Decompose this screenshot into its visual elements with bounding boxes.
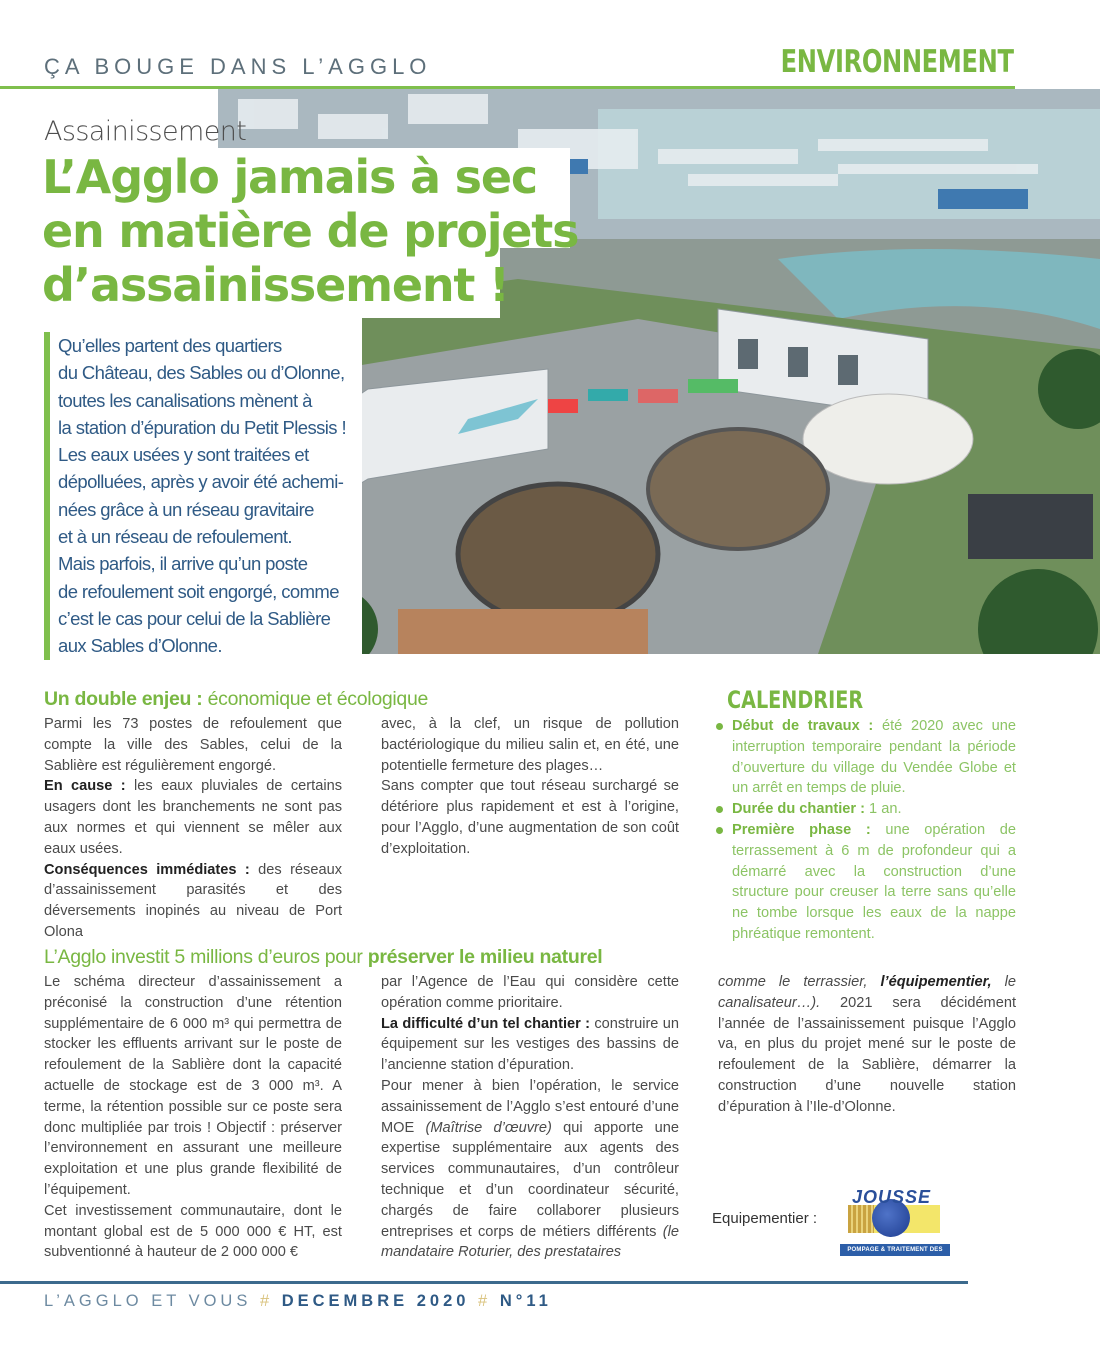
lead-line: et à un réseau de refoulement.	[58, 526, 292, 548]
footer-separator: #	[478, 1292, 492, 1310]
footer-separator: #	[259, 1292, 274, 1310]
paragraph: par l’Agence de l’Eau qui considère cette opération comme prioritaire.	[381, 974, 679, 1011]
lead-line: du Château, des Sables ou d’Olonne,	[58, 362, 345, 384]
paragraph-italic: comme le terrassier,	[718, 974, 881, 990]
calendar-item-label: Première phase :	[732, 821, 871, 838]
lead-line: c’est le cas pour celui de la Sablière	[58, 607, 331, 629]
calendar-title: CALENDRIER	[727, 686, 864, 714]
article-kicker: Assainissement	[44, 116, 247, 147]
section2-column-3	[718, 972, 1016, 1118]
article-headline	[42, 150, 578, 312]
paragraph-italic-bold: l’équipementier,	[880, 974, 992, 990]
calendar-item	[712, 799, 1016, 820]
footer-divider	[0, 1281, 968, 1284]
section2-heading-bold: préserver le milieu naturel	[367, 946, 603, 968]
section-rubric: ÇA BOUGE DANS L’AGGLO	[44, 54, 432, 79]
lead-line: nées grâce à un réseau gravitaire	[58, 498, 314, 520]
lead-line: Mais parfois, il arrive qu’un poste	[58, 553, 308, 575]
publication-name: L’AGGLO ET VOUS	[44, 1292, 252, 1310]
paragraph	[44, 860, 342, 943]
logo-name: JOUSSE	[852, 1187, 932, 1207]
sponsor-label: Equipementier :	[712, 1210, 818, 1227]
headline-line: L’Agglo jamais à sec	[42, 150, 537, 204]
paragraph-text: construire un équipement sur les vestiges des bassins de l’ancienne station d’épuration.	[381, 1015, 679, 1074]
paragraph-label: Conséquences immédiates :	[44, 861, 250, 878]
paragraph-label: En cause :	[44, 778, 126, 795]
calendar-item	[712, 716, 1016, 799]
paragraph-text: Pour mener à bien l’opération, le service assainissement de l’Agglo s’est entouré d’une MOE	[381, 1077, 679, 1136]
calendar-item	[712, 820, 1016, 945]
section-tag: ENVIRONNEMENT	[781, 44, 1014, 80]
section1-column-2	[381, 714, 679, 860]
section2-heading	[44, 946, 602, 969]
article-lead	[44, 332, 368, 660]
paragraph-italic: le canalisateur…).	[718, 974, 1016, 1011]
lead-line: dépolluées, après y avoir été achemi-	[58, 471, 344, 493]
section2-column-2	[381, 972, 679, 1263]
lead-line: de refoulement soit engorgé, comme	[58, 580, 339, 602]
paragraph: Le schéma directeur d’assainissement a préconisé la construction d’une rétention supplémentaire de 6 000 m³ qui permettra de stocker les effluents arrivant sur le poste de refoulement de la Sablière dont la capacité actuelle de stockage est de 3 000 m³. A terme, la rétention possible sur ce poste sera donc multipliée par trois ! Objectif : préserver l’environnement en assurant une meilleure exploitation et une plus grande flexibilité de l’équipement.	[44, 974, 342, 1198]
paragraph	[44, 776, 342, 859]
paragraph-text: 2021 sera décidément l’année de l’assainissement puisque l’Agglo va, en plus du projet mené sur le poste de refoulement de la Sablière, démarrer la construction d’une nouvelle station d’épuration à l’Ile-d’Olonne.	[718, 994, 1016, 1115]
paragraph-italic: (le mandataire Roturier, des prestataires	[381, 1223, 679, 1261]
page-footer	[44, 1292, 552, 1311]
issue-date: DECEMBRE 2020	[281, 1292, 470, 1310]
paragraph	[381, 1014, 679, 1076]
calendar-item-label: Durée du chantier :	[732, 801, 865, 818]
section1-heading-bold: Un double enjeu :	[44, 688, 203, 710]
jousse-logo	[840, 1187, 950, 1265]
paragraph-italic: (Maîtrise d’œuvre)	[425, 1119, 552, 1136]
headline-line: en matière de projets	[42, 204, 579, 258]
logo-caption: POMPAGE & TRAITEMENT DES EAUX	[840, 1244, 950, 1256]
headline-line: d’assainissement !	[42, 258, 509, 312]
section2-column-1	[44, 972, 342, 1263]
section1-heading-light: économique et écologique	[202, 688, 429, 710]
calendar-item-text: 1 an.	[865, 801, 902, 818]
paragraph-text: qui apporte une expertise supplémentaire aux agents des services communautaires, d’un contrôleur technique et d’un coordinateur sécurité, chargés de faire collaborer plusieurs entreprises et corps de métiers différents	[381, 1119, 679, 1240]
section2-heading-light: L’Agglo investit 5 millions d’euros pour	[44, 946, 368, 968]
calendar-item-text: une opération de terrassement à 6 m de profondeur qui a démarré avec la construction d’une structure pour creuser la terre sans qu’elle ne tombe lorsque les eaux de la nappe phréatique remontent.	[732, 821, 1016, 942]
building-icon	[848, 1205, 874, 1233]
lead-line: aux Sables d’Olonne.	[58, 635, 222, 657]
lead-line: toutes les canalisations mènent à	[58, 389, 312, 411]
paragraph: Parmi les 73 postes de refoulement que compte la ville des Sables, celui de la Sablière est régulièrement engorgé.	[44, 716, 342, 774]
paragraph: avec, à la clef, un risque de pollution bactériologique du milieu salin et, en été, une potentielle fermeture des plages…	[381, 716, 679, 774]
paragraph-text: les eaux pluviales de certains usagers dont les branchements ne sont pas aux normes et qui viennent se mêler aux eaux usées.	[44, 778, 342, 857]
section1-column-1	[44, 714, 342, 943]
paragraph: Sans compter que tout réseau surchargé se détériore plus rapidement et est à l’origine, pour l’Agglo, d’une augmentation de son coût d’exploitation.	[381, 778, 679, 857]
paragraph	[381, 1076, 679, 1263]
paragraph	[718, 972, 1016, 1118]
calendar-item-label: Début de travaux :	[732, 718, 874, 734]
paragraph-label: La difficulté d’un tel chantier :	[381, 1015, 590, 1032]
calendar-item-text: été 2020 avec une interruption temporaire pendant la période d’ouverture du village du Vendée Globe et un arrêt en temps de pluie.	[732, 718, 1016, 797]
calendar-list	[712, 716, 1016, 945]
paragraph-text: des réseaux d’assainissement parasités et des déversements inopinés au niveau de Port Olona	[44, 861, 342, 940]
lead-line: Les eaux usées y sont traitées et	[58, 444, 309, 466]
section1-heading	[44, 688, 428, 711]
paragraph: Cet investissement communautaire, dont le montant global est de 5 000 000 € HT, est subventionné à hauteur de 2 000 000 €	[44, 1202, 342, 1261]
lead-line: la station d’épuration du Petit Plessis !	[58, 416, 347, 438]
issue-number: N°11	[499, 1292, 552, 1310]
lead-line: Qu’elles partent des quartiers	[58, 335, 282, 356]
